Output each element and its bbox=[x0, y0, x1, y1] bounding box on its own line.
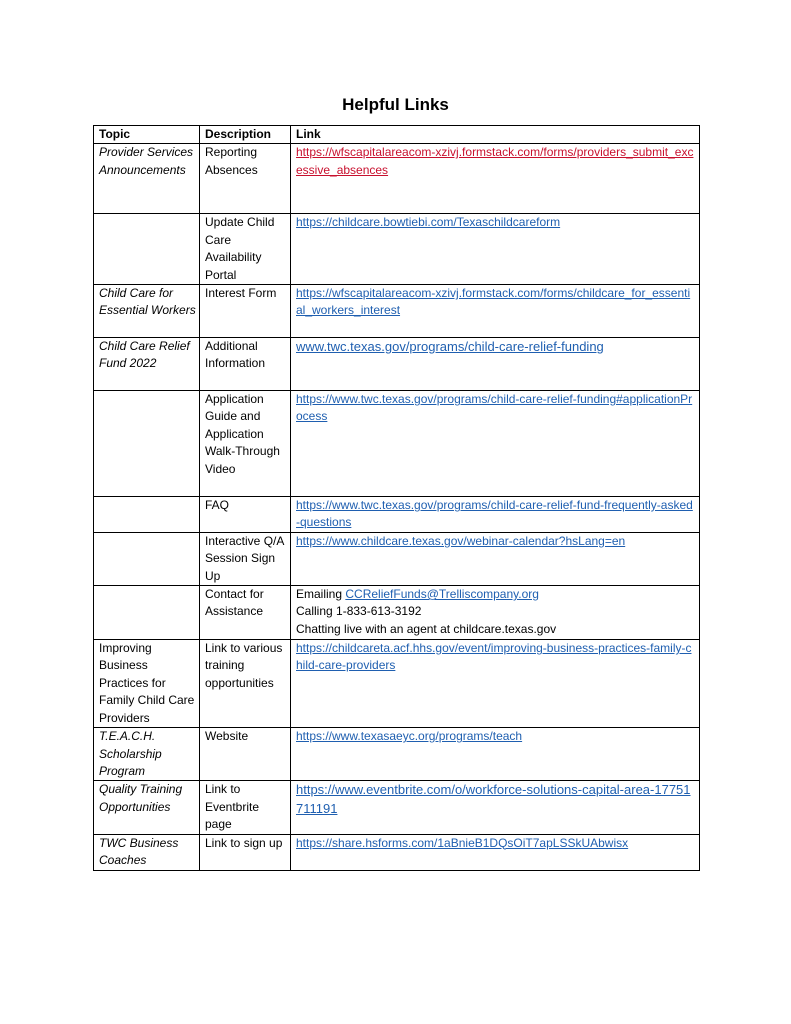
link-cell bbox=[291, 285, 700, 338]
link-cell bbox=[291, 728, 700, 781]
contact-cell bbox=[291, 586, 700, 640]
table-header-row bbox=[94, 126, 700, 144]
table-row bbox=[94, 640, 700, 728]
link-cell bbox=[291, 640, 700, 728]
relief-fund-info-link[interactable]: www.twc.texas.gov/programs/child-care-relief-funding bbox=[296, 339, 604, 355]
table-row bbox=[94, 834, 700, 870]
header-description: Description bbox=[200, 126, 291, 144]
topic-cell bbox=[94, 391, 200, 497]
link-cell bbox=[291, 497, 700, 533]
webinar-calendar-link[interactable]: https://www.childcare.texas.gov/webinar-calendar?hsLang=en bbox=[296, 533, 626, 548]
link-cell bbox=[291, 214, 700, 285]
link-cell bbox=[291, 338, 700, 391]
link-cell bbox=[291, 834, 700, 870]
absences-link[interactable]: https://wfscapitalareacom-xzivj.formstack.com/forms/providers_submit_excessive_absences bbox=[296, 145, 694, 177]
description-cell: Link to Eventbrite page bbox=[200, 781, 291, 834]
table-row bbox=[94, 285, 700, 338]
description-cell: Link to various training opportunities bbox=[200, 640, 291, 728]
email-prefix: Emailing bbox=[296, 587, 346, 602]
table-row bbox=[94, 391, 700, 497]
table-row bbox=[94, 586, 700, 640]
table-row bbox=[94, 728, 700, 781]
description-cell: Link to sign up bbox=[200, 834, 291, 870]
topic-cell: Child Care Relief Fund 2022 bbox=[94, 338, 200, 391]
topic-cell: Provider Services Announcements bbox=[94, 144, 200, 214]
essential-workers-link[interactable]: https://wfscapitalareacom-xzivj.formstack.com/forms/childcare_for_essential_workers_interest bbox=[296, 286, 691, 318]
description-cell: Reporting Absences bbox=[200, 144, 291, 214]
faq-link[interactable]: https://www.twc.texas.gov/programs/child-care-relief-fund-frequently-asked-questions bbox=[296, 498, 693, 530]
description-cell: Additional Information bbox=[200, 338, 291, 391]
link-cell bbox=[291, 144, 700, 214]
description-cell: Contact for Assistance bbox=[200, 586, 291, 640]
relief-funds-email-link[interactable]: CCReliefFunds@Trelliscompany.org bbox=[345, 587, 539, 602]
availability-portal-link[interactable]: https://childcare.bowtiebi.com/Texaschildcareform bbox=[296, 215, 561, 230]
table-row bbox=[94, 497, 700, 533]
table-row bbox=[94, 532, 700, 585]
description-cell: Interest Form bbox=[200, 285, 291, 338]
topic-cell bbox=[94, 497, 200, 533]
helpful-links-table bbox=[93, 125, 700, 871]
table-row bbox=[94, 214, 700, 285]
link-cell bbox=[291, 532, 700, 585]
table-row bbox=[94, 781, 700, 834]
link-cell bbox=[291, 781, 700, 834]
table-row bbox=[94, 144, 700, 214]
eventbrite-link[interactable]: https://www.eventbrite.com/o/workforce-solutions-capital-area-17751711191 bbox=[296, 782, 691, 816]
page-title: Helpful Links bbox=[342, 95, 449, 114]
topic-cell bbox=[94, 214, 200, 285]
topic-cell: Improving Business Practices for Family Child Care Providers bbox=[94, 640, 200, 728]
contact-phone-line: Calling 1-833-613-3192 bbox=[296, 604, 422, 619]
description-cell: Website bbox=[200, 728, 291, 781]
topic-cell: Quality Training Opportunities bbox=[94, 781, 200, 834]
business-practices-link[interactable]: https://childcareta.acf.hhs.gov/event/improving-business-practices-family-child-care-providers bbox=[296, 641, 692, 673]
link-cell bbox=[291, 391, 700, 497]
topic-cell: Child Care for Essential Workers bbox=[94, 285, 200, 338]
application-guide-link[interactable]: https://www.twc.texas.gov/programs/child-care-relief-funding#applicationProcess bbox=[296, 392, 693, 424]
contact-chat-line: Chatting live with an agent at childcare.texas.gov bbox=[296, 621, 557, 636]
teach-program-link[interactable]: https://www.texasaeyc.org/programs/teach bbox=[296, 729, 523, 744]
topic-cell: TWC Business Coaches bbox=[94, 834, 200, 870]
description-cell: FAQ bbox=[200, 497, 291, 533]
table-row bbox=[94, 338, 700, 391]
description-cell: Application Guide and Application Walk-Through Video bbox=[200, 391, 291, 497]
header-topic: Topic bbox=[94, 126, 200, 144]
header-link: Link bbox=[291, 126, 700, 144]
topic-cell bbox=[94, 586, 200, 640]
contact-email-line bbox=[296, 586, 696, 603]
description-cell: Update Child Care Availability Portal bbox=[200, 214, 291, 285]
topic-cell bbox=[94, 532, 200, 585]
business-coaches-link[interactable]: https://share.hsforms.com/1aBnieB1DQsOiT7apLSSkUAbwisx bbox=[296, 835, 629, 850]
topic-cell: T.E.A.C.H. Scholarship Program bbox=[94, 728, 200, 781]
description-cell: Interactive Q/A Session Sign Up bbox=[200, 532, 291, 585]
